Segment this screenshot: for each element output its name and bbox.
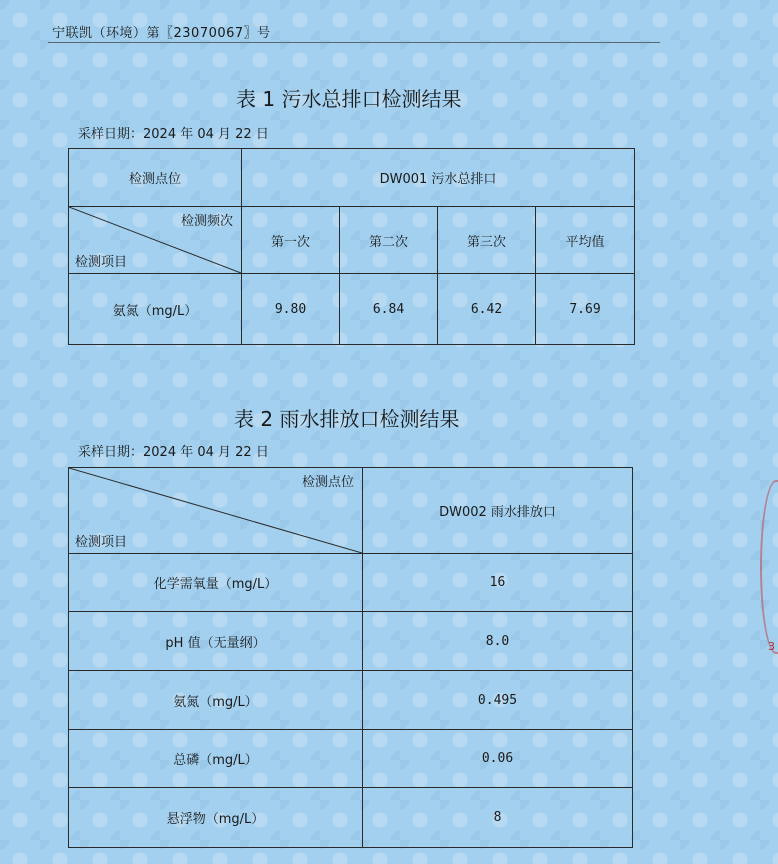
column-header: 平均值 (536, 207, 635, 274)
item-cell: 氨氮（mg/L） (69, 274, 242, 345)
table-row (69, 554, 633, 612)
table2-sampling-date: 采样日期：2024 年 04 月 22 日 (78, 445, 269, 460)
value-cell: 0.06 (363, 730, 633, 788)
point-label-cell: 检测点位 (69, 149, 242, 207)
column-header: 第三次 (438, 207, 536, 274)
column-header: 第二次 (340, 207, 438, 274)
value-cell: 6.42 (438, 274, 536, 345)
table-row (69, 788, 633, 848)
diagonal-header-cell (69, 207, 242, 274)
item-label: 检测项目 (75, 255, 128, 270)
table2 (68, 467, 633, 848)
value-cell: 8 (363, 788, 633, 848)
table1 (68, 148, 635, 345)
table1-sampling-date: 采样日期：2024 年 04 月 22 日 (78, 127, 269, 142)
table-row (69, 730, 633, 788)
table-row (69, 671, 633, 730)
frequency-label: 检测频次 (180, 214, 233, 229)
item-cell: 总磷（mg/L） (69, 730, 363, 788)
stamp-number: 3 (768, 640, 775, 653)
header-rule (48, 42, 660, 43)
value-cell: 16 (363, 554, 633, 612)
point-value-cell: DW001 污水总排口 (242, 149, 635, 207)
item-cell: 悬浮物（mg/L） (69, 788, 363, 848)
value-cell: 8.0 (363, 612, 633, 671)
column-header: 第一次 (242, 207, 340, 274)
point-label: 检测点位 (301, 475, 354, 490)
value-cell: 6.84 (340, 274, 438, 345)
item-label: 检测项目 (75, 535, 128, 550)
value-cell: 0.495 (363, 671, 633, 730)
table-row (69, 274, 635, 345)
point-value-cell: DW002 雨水排放口 (363, 468, 633, 554)
table1-title: 表 1 污水总排口检测结果 (236, 87, 462, 111)
item-cell: 化学需氧量（mg/L） (69, 554, 363, 612)
table-row (69, 612, 633, 671)
document-number: 宁联凯（环境）第〖23070067〗号 (52, 26, 271, 41)
diagonal-header-cell (69, 468, 363, 554)
item-cell: pH 值（无量纲） (69, 612, 363, 671)
table2-title: 表 2 雨水排放口检测结果 (234, 407, 460, 431)
value-cell: 7.69 (536, 274, 635, 345)
value-cell: 9.80 (242, 274, 340, 345)
seal-stamp-fragment (760, 480, 778, 654)
item-cell: 氨氮（mg/L） (69, 671, 363, 730)
